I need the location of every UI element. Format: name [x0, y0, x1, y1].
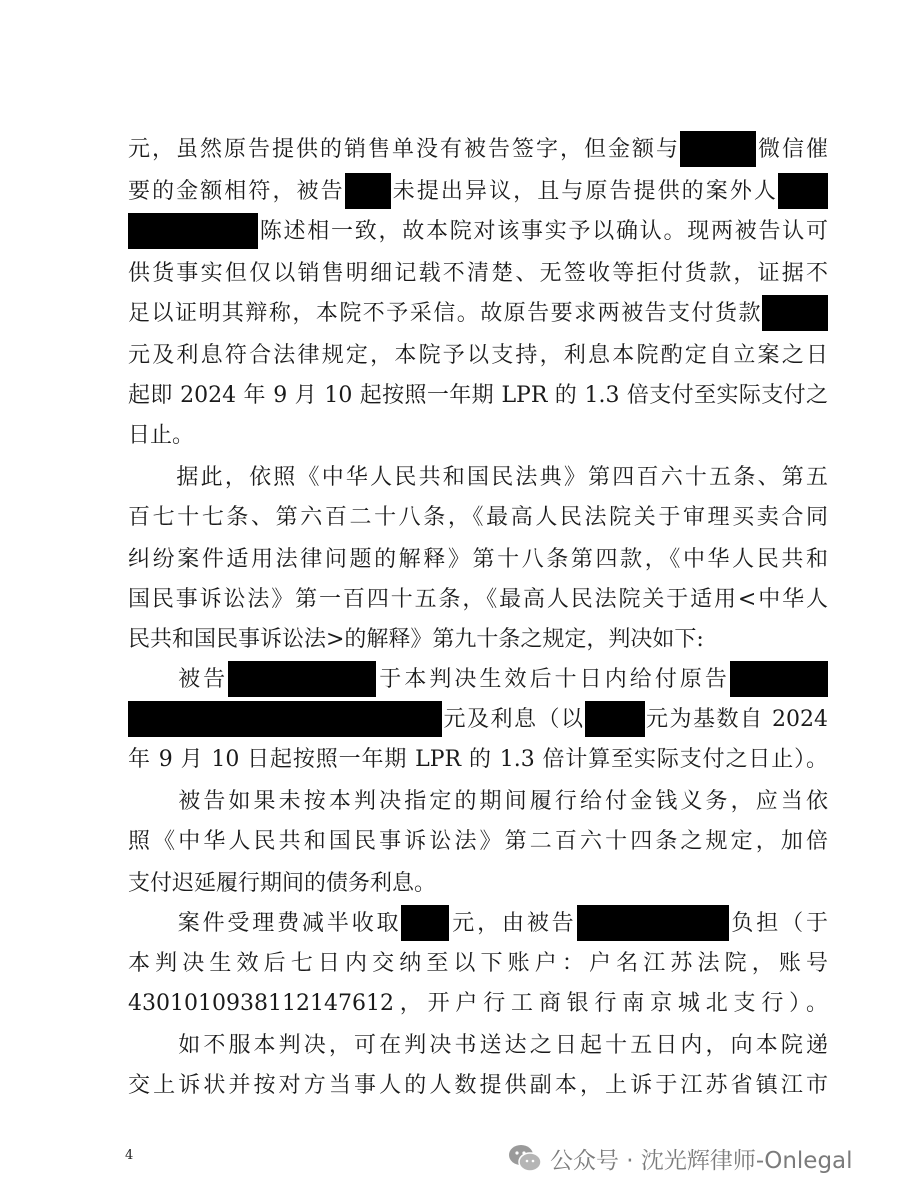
- text-line: [128, 660, 828, 700]
- text-segment: 足以证明其辩称，本院不予采信。故原告要求两被告支付货款: [128, 301, 762, 326]
- text-segment: 日止。: [128, 423, 195, 448]
- text-line: [128, 498, 828, 538]
- text-line: [128, 782, 828, 822]
- page-number: 4: [125, 1148, 134, 1163]
- redaction-block: [128, 213, 258, 249]
- text-line: [128, 580, 828, 620]
- text-line: [128, 458, 828, 498]
- text-segment: 被告: [128, 667, 229, 692]
- wechat-icon: [508, 1143, 542, 1173]
- text-segment: 微信催: [755, 137, 828, 162]
- text-line: [128, 904, 828, 944]
- redaction-block: [577, 905, 729, 941]
- text-segment: 年 9 月 10 日起按照一年期 LPR 的 1.3 倍计算至实际支付之日止）。: [128, 747, 828, 772]
- text-segment: 陈述相一致，故本院对该事实予以确认。现两被告认可: [258, 219, 828, 244]
- text-segment: 据此，依照《中华人民共和国民法典》第四百六十五条、第五: [128, 465, 828, 490]
- redaction-block: [345, 173, 391, 209]
- text-segment: 元及利息符合法律规定，本院予以支持，利息本院酌定自立案之日: [128, 343, 828, 368]
- text-segment: 纠纷案件适用法律问题的解释》第十八条第四款，《中华人民共和: [128, 547, 828, 572]
- redaction-block: [680, 131, 756, 167]
- redaction-block: [730, 661, 828, 697]
- text-segment: 要的金额相符，被告: [128, 179, 345, 204]
- text-line: [128, 130, 828, 170]
- text-segment: 案件受理费减半收取: [128, 911, 402, 936]
- text-line: [128, 254, 828, 294]
- redaction-block: [585, 701, 645, 737]
- text-line: [128, 294, 828, 334]
- text-line: [128, 1026, 828, 1066]
- text-line: [128, 822, 828, 862]
- watermark-text: 公众号 · 沈光辉律师-Onlegal: [550, 1147, 853, 1174]
- text-segment: 起即 2024 年 9 月 10 起按照一年期 LPR 的 1.3 倍支付至实际支付之: [128, 383, 828, 408]
- watermark: [508, 1140, 853, 1176]
- text-segment: 负担（于: [728, 911, 828, 936]
- text-segment: 如不服本判决，可在判决书送达之日起十五日内，向本院递: [128, 1033, 828, 1058]
- text-line: [128, 376, 828, 416]
- text-segment: 元，由被告: [449, 911, 577, 936]
- text-line: [128, 336, 828, 376]
- text-segment: 元为基数自 2024: [644, 707, 828, 732]
- text-line: [128, 172, 828, 212]
- text-line: [128, 864, 828, 904]
- redaction-block: [228, 661, 376, 697]
- text-segment: 未提出异议，且与原告提供的案外人: [390, 179, 778, 204]
- text-segment: 百七十七条、第六百二十八条，《最高人民法院关于审理买卖合同: [128, 505, 828, 530]
- text-segment: 本判决生效后七日内交纳至以下账户：户名江苏法院，账号: [128, 951, 828, 976]
- text-line: [128, 212, 828, 252]
- text-segment: 元及利息（以: [442, 707, 585, 732]
- text-segment: 民共和国民事诉讼法>的解释》第九十条之规定，判决如下:: [128, 627, 704, 652]
- text-line: [128, 1066, 828, 1106]
- text-line: [128, 740, 828, 780]
- text-segment: 国民事诉讼法》第一百四十五条，《最高人民法院关于适用<中华人: [128, 587, 828, 612]
- text-line: [128, 984, 828, 1024]
- text-segment: 元，虽然原告提供的销售单没有被告签字，但金额与: [128, 137, 680, 162]
- text-line: [128, 540, 828, 580]
- text-line: [128, 416, 828, 456]
- redaction-block: [128, 701, 442, 737]
- text-line: [128, 944, 828, 984]
- redaction-block: [762, 295, 828, 331]
- text-line: [128, 700, 828, 740]
- text-line: [128, 620, 828, 660]
- text-segment: 4301010938112147612，开户行工商银行南京城北支行）。: [128, 991, 828, 1016]
- text-segment: 供货事实但仅以销售明细记载不清楚、无签收等拒付货款，证据不: [128, 261, 828, 286]
- text-segment: 被告如果未按本判决指定的期间履行给付金钱义务，应当依: [128, 789, 828, 814]
- text-segment: 于本判决生效后十日内给付原告: [376, 667, 730, 692]
- text-segment: 照《中华人民共和国民事诉讼法》第二百六十四条之规定，加倍: [128, 829, 828, 854]
- text-segment: 支付迟延履行期间的债务利息。: [128, 871, 437, 896]
- redaction-block: [401, 905, 449, 941]
- text-segment: 交上诉状并按对方当事人的人数提供副本，上诉于江苏省镇江市: [128, 1073, 828, 1098]
- redaction-block: [778, 173, 828, 209]
